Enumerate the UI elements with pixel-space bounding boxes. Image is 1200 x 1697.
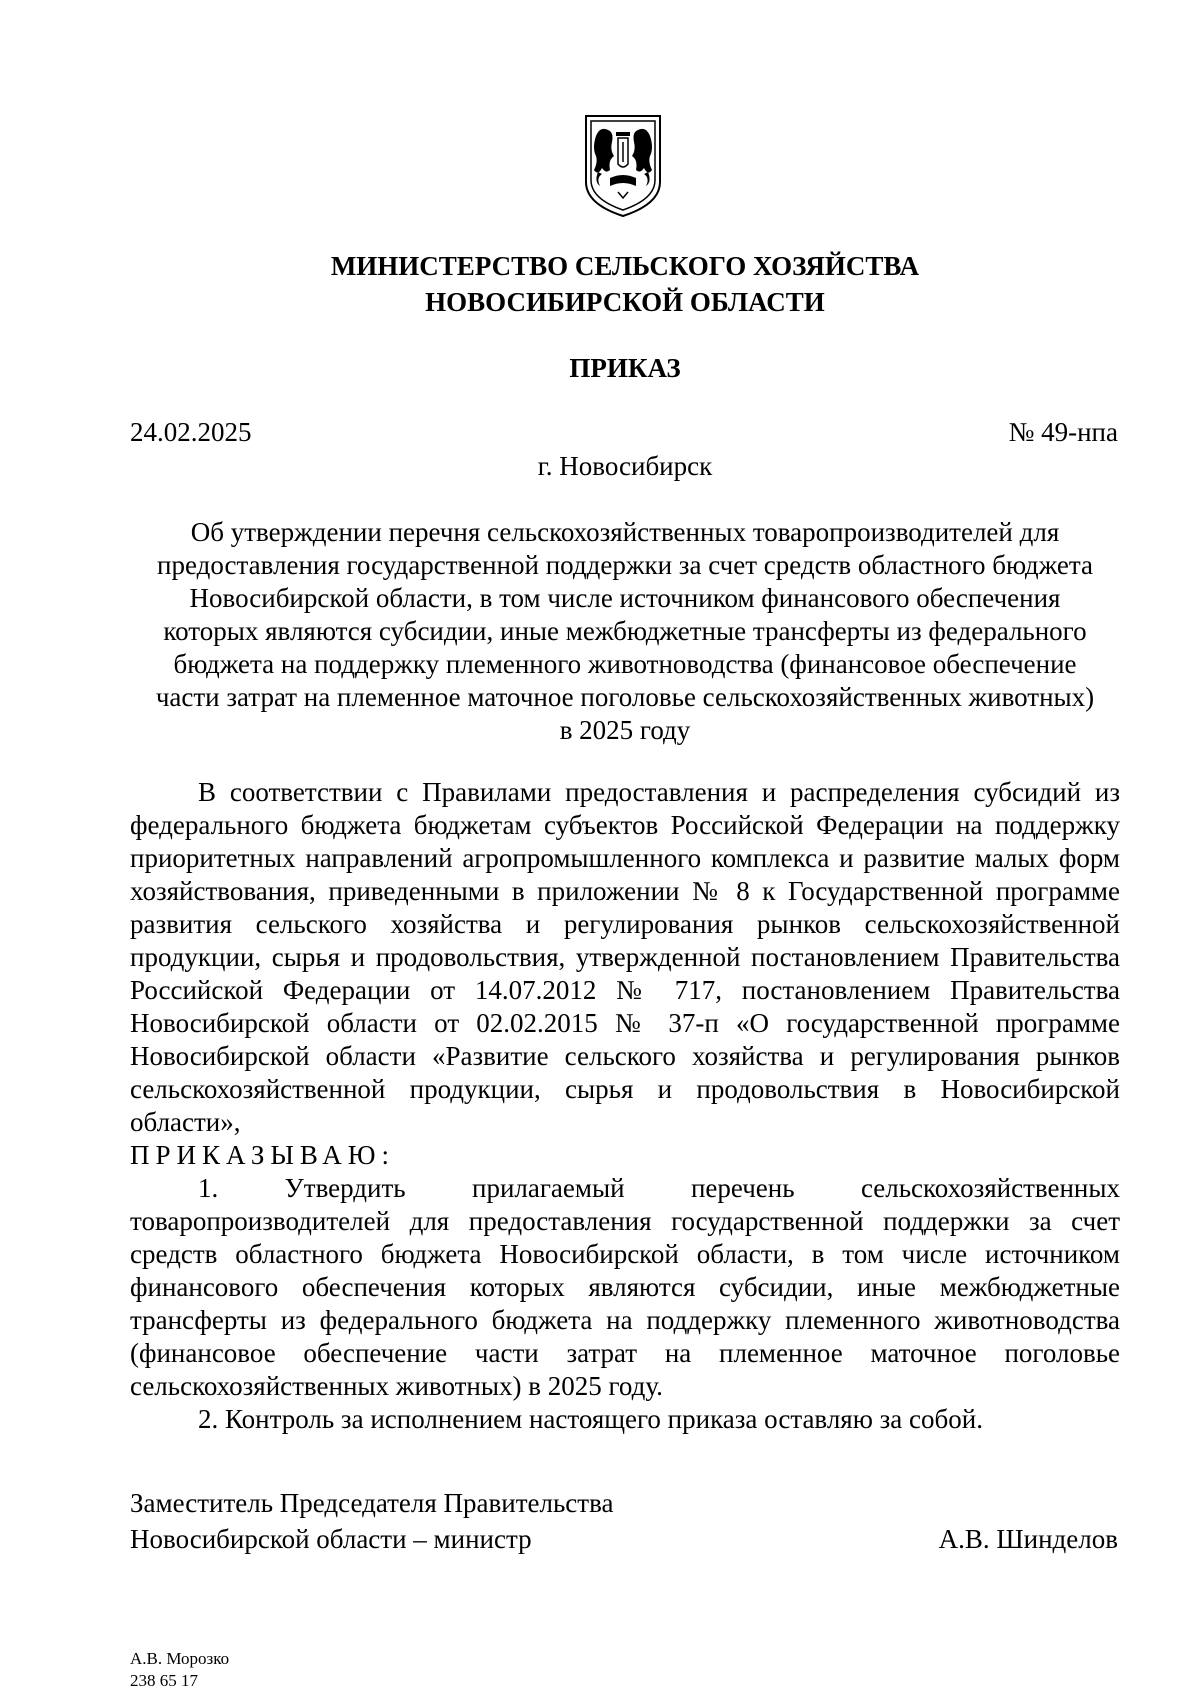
order-item: 2. Контроль за исполнением настоящего приказа оставляю за собой. — [198, 1404, 983, 1434]
order-item: 1. Утвердить прилагаемый перечень сельскохозяйственных товаропроизводителей для предоставления государственной поддержки за счет средств областного бюджета Новосибирской области, в том числе источником финансового обеспечения которых являются субсидии, иные межбюджетные трансферты из федерального бюджета на поддержку племенного животноводства (финансовое обеспечение части затрат на племенное маточное поголовье сельскохозяйственных животных) в 2025 году. — [130, 1173, 1120, 1401]
subject-line: части затрат на племенное маточное поголовье сельскохозяйственных животных) — [155, 682, 1095, 712]
preamble-paragraph: В соответствии с Правилами предоставления и распределения субсидий из федерального бюджета бюджетам субъектов Российской Федерации на поддержку приоритетных направлений агропромышленного комплекса и развитие малых форм хозяйствования, приведенными в приложении № 8 к Государственной программе развития сельского хозяйства и регулирования рынков сельскохозяйственной продукции, сырья и продовольствия, утвержденной постановлением Правительства Российской Федерации от 14.07.2012 № 717, постановлением Правительства Новосибирской области от 02.02.2015 № 37-п «О государственной программе Новосибирской области «Развитие сельского хозяйства и регулирования рынков сельскохозяйственной продукции, сырья и продовольствия в Новосибирской области», — [130, 777, 1120, 1137]
coat-of-arms-icon — [580, 112, 666, 220]
ministry-name — [200, 248, 1050, 320]
document-city: г. Новосибирск — [537, 451, 713, 481]
document-type: ПРИКАЗ — [569, 353, 681, 383]
ministry-line-1: МИНИСТЕРСТВО СЕЛЬСКОГО ХОЗЯЙСТВА — [330, 251, 920, 281]
signatory-position — [130, 1485, 613, 1557]
subject-line: предоставления государственной поддержки за счет средств областного бюджета — [157, 550, 1093, 580]
signatory-position-line-1: Заместитель Председателя Правительства — [130, 1488, 614, 1518]
subject-line: бюджета на поддержку племенного животноводства (финансовое обеспечение — [173, 649, 1077, 679]
document-subject — [130, 516, 1120, 747]
document-number: № 49-нпа — [1008, 417, 1118, 447]
executor-name: А.В. Морозко — [130, 1649, 230, 1668]
executor-phone: 238 65 17 — [130, 1671, 198, 1690]
order-word: ПРИКАЗЫВАЮ: — [130, 1140, 395, 1170]
document-body — [130, 776, 1120, 1436]
document-date: 24.02.2025 — [130, 417, 252, 447]
subject-line: в 2025 году — [559, 715, 691, 745]
subject-line: Новосибирской области, в том числе источником финансового обеспечения — [189, 583, 1061, 613]
subject-line: которых являются субсидии, иные межбюджетные трансферты из федерального — [163, 616, 1087, 646]
ministry-line-2: НОВОСИБИРСКОЙ ОБЛАСТИ — [425, 287, 825, 317]
signatory-position-line-2: Новосибирской области – министр — [130, 1524, 532, 1554]
subject-line: Об утверждении перечня сельскохозяйственных товаропроизводителей для — [190, 517, 1060, 547]
executor-info — [130, 1648, 229, 1692]
signatory-name: А.В. Шинделов — [938, 1524, 1118, 1554]
